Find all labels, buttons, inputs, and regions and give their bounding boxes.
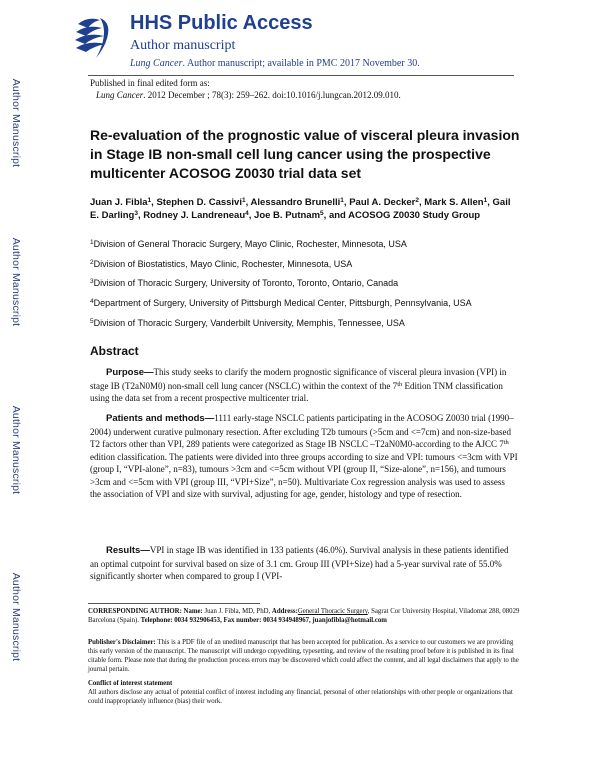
hhs-eagle-logo: [70, 10, 116, 64]
address-link[interactable]: General Thoracic Surgery: [297, 608, 368, 615]
corresponding-author: CORRESPONDING AUTHOR: Name: Juan J. Fibla, MD, PhD, Address:General Thoracic Surgery, Sagrat Cor University Hospital, Viladomat 288, 08029 Barcelona (Spain). Telephone: 0034 932906453, Fax number: 0034 934948967, juanjofibla@hotmail.com: [88, 608, 520, 624]
availability-line: Lung Cancer. Author manuscript; available in PMC 2017 November 30.: [130, 58, 420, 69]
conflict-heading: Conflict of interest statement: [88, 680, 173, 687]
affiliation-4: $^4$Department of Surgery, University of Pittsburgh Medical Center, Pittsburgh, Pennsylvania, USA: [90, 298, 472, 308]
email-address[interactable]: juanjofibla@hotmail.com: [312, 617, 387, 624]
header-divider: [88, 75, 514, 76]
abstract-results: Results—VPI in stage IB was identified in 133 patients (46.0%). Survival analysis in these patients identified an optimal cutpoint for survival based on size of 3.1 cm. Group III (VPI+Size) had a 5-year survival rate of 55.0% significantly shorter when compared to group I (VPI-: [90, 545, 509, 581]
side-label-4: Author Manuscript: [10, 572, 22, 662]
affiliation-5: $^5$Division of Thoracic Surgery, Vanderbilt University, Memphis, Tennessee, USA: [90, 318, 405, 328]
abstract-heading: Abstract: [90, 344, 139, 358]
publisher-disclaimer: Publisher's Disclaimer: This is a PDF file of an unedited manuscript that has been accepted for publication. As a service to our customers we are providing this early version of the manuscript. The manuscript will undergo copyediting, typesetting, and review of the resulting proof before it is published in its final citable form. Please note that during the production process errors may be discovered which could affect the content, and all legal disclaimers that apply to the journal pertain.: [88, 639, 519, 673]
side-label-1: Author Manuscript: [10, 78, 22, 168]
affiliation-3: $^3$Division of Thoracic Surgery, University of Toronto, Toronto, Ontario, Canada: [90, 278, 399, 288]
side-label-3: Author Manuscript: [10, 405, 22, 495]
affiliation-1: $^1$Division of General Thoracic Surgery, Mayo Clinic, Rochester, Minnesota, USA: [90, 239, 407, 249]
publication-info: Published in final edited form as: Lung Cancer. 2012 December ; 78(3): 259–262. doi:10.1016/j.lungcan.2012.09.010.: [90, 78, 401, 100]
abstract-purpose: Purpose—This study seeks to clarify the modern prognostic significance of visceral pleura invasion (VPI) in stage IB (T2aN0M0) non-small cell lung cancer (NSCLC) within the context of the 7th Edition TNM classification using the data set from a recent prospective multicenter trial.: [90, 367, 507, 403]
abstract-methods: Patients and methods—1111 early-stage NSCLC patients participating in the ACOSOG Z0030 trial (1990–2004) underwent curative pulmonary resection. After excluding T2b tumours (>5cm and <=7cm) and non-size-based T2 factors other than VPI, 289 patients were categorized as Stage IB NSCLC –T2aN0M0-according to the AJCC 7th edition classification. The patients were divided into three groups according to size and VPI: tumours <=3cm with VPI (group I, “VPI-alone”, n=83), tumours >3cm and <=5cm without VPI (group II, “Size-alone”, n=156), and tumours >3cm and <=5cm with VPI (group III, “VPI+Size”, n=50). Multivariate Cox regression analysis was used to assess the association of VPI and size with survival, adjusting for age, gender, histology and type of resection.: [90, 413, 518, 499]
paper-title: Re-evaluation of the prognostic value of visceral pleura invasion in Stage IB non-small cell lung cancer using the prospective multicenter ACOSOG Z0030 trial data set: [90, 127, 520, 181]
author-manuscript-label: Author manuscript: [130, 38, 236, 53]
author-list: Juan J. Fibla$^1$, Stephen D. Cassivi$^1$, Alessandro Brunelli$^1$, Paul A. Decker$^2$, Mark S. Allen$^1$, Gail E. Darling$^3$, Rodney J. Landreneau$^4$, Joe B. Putnam$^5$, and ACOSOG Z0030 Study Group: [90, 197, 511, 221]
hhs-public-access-title: HHS Public Access: [130, 12, 313, 34]
affiliation-2: $^2$Division of Biostatistics, Mayo Clinic, Rochester, Minnesota, USA: [90, 259, 353, 269]
conflict-statement: All authors disclose any actual of potential conflict of interest including any financial, personal of other relationships with other people or organizations that could inappropriately influence (bias) their work.: [88, 689, 513, 705]
side-label-2: Author Manuscript: [10, 237, 22, 327]
footnote-divider: [88, 603, 260, 604]
